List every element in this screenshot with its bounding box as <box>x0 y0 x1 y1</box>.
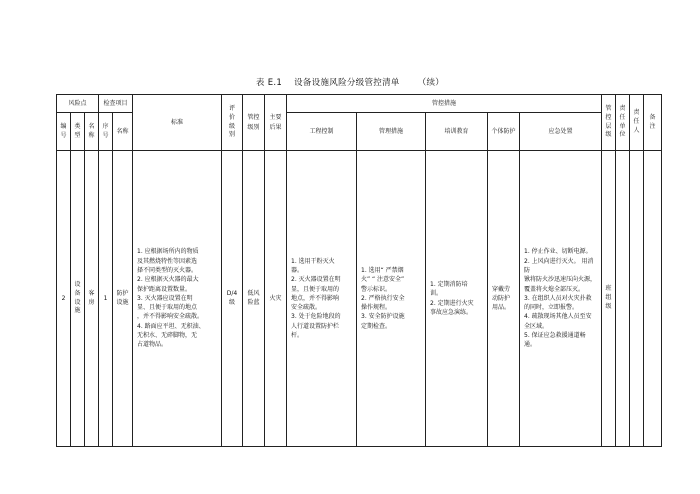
emergency-header: 应急处置 <box>520 113 602 151</box>
responsible-person-cell <box>630 151 644 447</box>
text-line: 1. 停止作业、切断电源。 <box>524 248 592 256</box>
text-line: 警示标识。 <box>361 285 392 293</box>
text-line: 动防护 <box>492 294 511 302</box>
text-line: 1. 选用干粉灭火 <box>291 257 335 265</box>
text-line: 地点，并不得影响 <box>291 294 340 302</box>
emergency-cell <box>520 151 602 447</box>
code-header: 编号 <box>57 113 71 151</box>
control-level-cell: 低风险蓝 <box>243 151 265 447</box>
risk-point-header: 风险点 <box>57 95 99 113</box>
main-consequence-header: 主要后果 <box>265 95 287 151</box>
remarks-header: 备注 <box>644 95 662 151</box>
standard-cell <box>133 151 222 447</box>
table-row <box>57 151 662 447</box>
text-line: 2. 灭火器设置在明 <box>291 276 341 284</box>
type-header: 类型 <box>71 113 85 151</box>
text-line: 的同时，立即报警。 <box>524 304 579 312</box>
text-line: 保护距离设置数量。 <box>137 285 192 293</box>
text-line: 2. 严格执行安全 <box>361 294 405 302</box>
ppe-cell <box>488 151 520 447</box>
text-line: 5. 保证应急救援通道畅通。 <box>524 332 586 349</box>
text-line: 3. 灭火器应设置在明 <box>137 294 193 302</box>
text-line: 器。 <box>291 266 304 274</box>
text-line: 锹将防火沙迅速压向火源， <box>524 276 597 284</box>
code-cell: 2 <box>57 151 71 447</box>
training-header: 培训教育 <box>426 113 488 151</box>
evaluation-level-cell: D/4级 <box>222 151 243 447</box>
text-line: 1. 定期消防培 <box>430 280 468 288</box>
engineering-header: 工程控制 <box>287 113 357 151</box>
remarks-cell <box>644 151 662 447</box>
text-line: 占道物品。 <box>137 341 168 349</box>
management-header: 管理措施 <box>357 113 426 151</box>
type-cell: 设备设施 <box>71 151 85 447</box>
text-line: 显、且便于取用的地点 <box>137 304 198 312</box>
text-line: 4. 路面应平坦、无积油、 <box>137 322 205 330</box>
ppe-header: 个体防护 <box>488 113 520 151</box>
text-line: 2. 定期进行火灾 <box>430 299 474 307</box>
evaluation-level-header: 评价级别 <box>222 95 243 151</box>
text-line: 定期检查。 <box>361 322 392 330</box>
text-line: 训。 <box>430 290 443 298</box>
text-line: 显，且便于取用的 <box>291 285 340 293</box>
text-line: 用品。 <box>492 304 511 312</box>
control-tier-cell: 班组级 <box>602 151 616 447</box>
responsible-unit-cell <box>616 151 630 447</box>
training-cell <box>426 151 488 447</box>
text-line: 安全疏散。 <box>291 304 322 312</box>
text-line: 及其燃烧特性等因素选 <box>137 257 198 265</box>
table-caption: 表 E.1 设备设施风险分级管控清单 （续） <box>255 78 445 88</box>
name-cell: 客房 <box>85 151 99 447</box>
text-line: 火” “ 注意安全” <box>361 276 405 284</box>
text-line: 1. 选用“ 严禁烟 <box>361 266 404 274</box>
text-line: 择不同类型的灭火器。 <box>137 266 198 274</box>
control-level-header: 管控级别 <box>243 95 265 151</box>
responsible-person-header: 责任人 <box>630 95 644 151</box>
text-line: 穿戴劳 <box>492 285 511 293</box>
text-line: 3. 在组织人员对火灾扑救 <box>524 294 592 302</box>
text-line: 操作规程。 <box>361 304 392 312</box>
engineering-cell <box>287 151 357 447</box>
responsible-unit-header: 责任单位 <box>616 95 630 151</box>
text-line: 人行道设置防护栏 <box>291 322 340 330</box>
text-line: 2. 上风向进行灭火。 用消防 <box>524 257 594 274</box>
control-measures-header: 管控措施 <box>287 95 602 113</box>
item-name-cell: 防护设施 <box>113 151 133 447</box>
seq-header: 序号 <box>99 113 113 151</box>
text-line: 杆。 <box>291 332 304 340</box>
name-header: 名称 <box>85 113 99 151</box>
text-line: 覆盖将火熄全部压灭。 <box>524 285 585 293</box>
text-line: ，并不得影响安全疏散。 <box>137 313 204 321</box>
check-item-header: 检查项目 <box>99 95 133 113</box>
standard-header: 标准 <box>133 95 222 151</box>
text-line: 无积水、无碎脚物，无 <box>137 332 198 340</box>
text-line: 4. 疏散现场其他人员至安 <box>524 313 592 321</box>
seq-cell: 1 <box>99 151 113 447</box>
header-row-1 <box>57 95 662 113</box>
text-line: 全区域。 <box>524 322 549 330</box>
main-consequence-cell: 火灾 <box>265 151 287 447</box>
management-cell <box>357 151 426 447</box>
text-line: 事故应急演练。 <box>430 308 473 316</box>
text-line: 3. 处于危险地段的 <box>291 313 341 321</box>
text-line: 3. 安全防护设施 <box>361 313 405 321</box>
item-name-header: 名称 <box>113 113 133 151</box>
risk-control-table <box>56 94 662 447</box>
text-line: 1. 应根据场所内的物质 <box>137 248 199 256</box>
text-line: 2. 应根据灭火器的最大 <box>137 276 199 284</box>
control-tier-header: 管控层级 <box>602 95 616 151</box>
